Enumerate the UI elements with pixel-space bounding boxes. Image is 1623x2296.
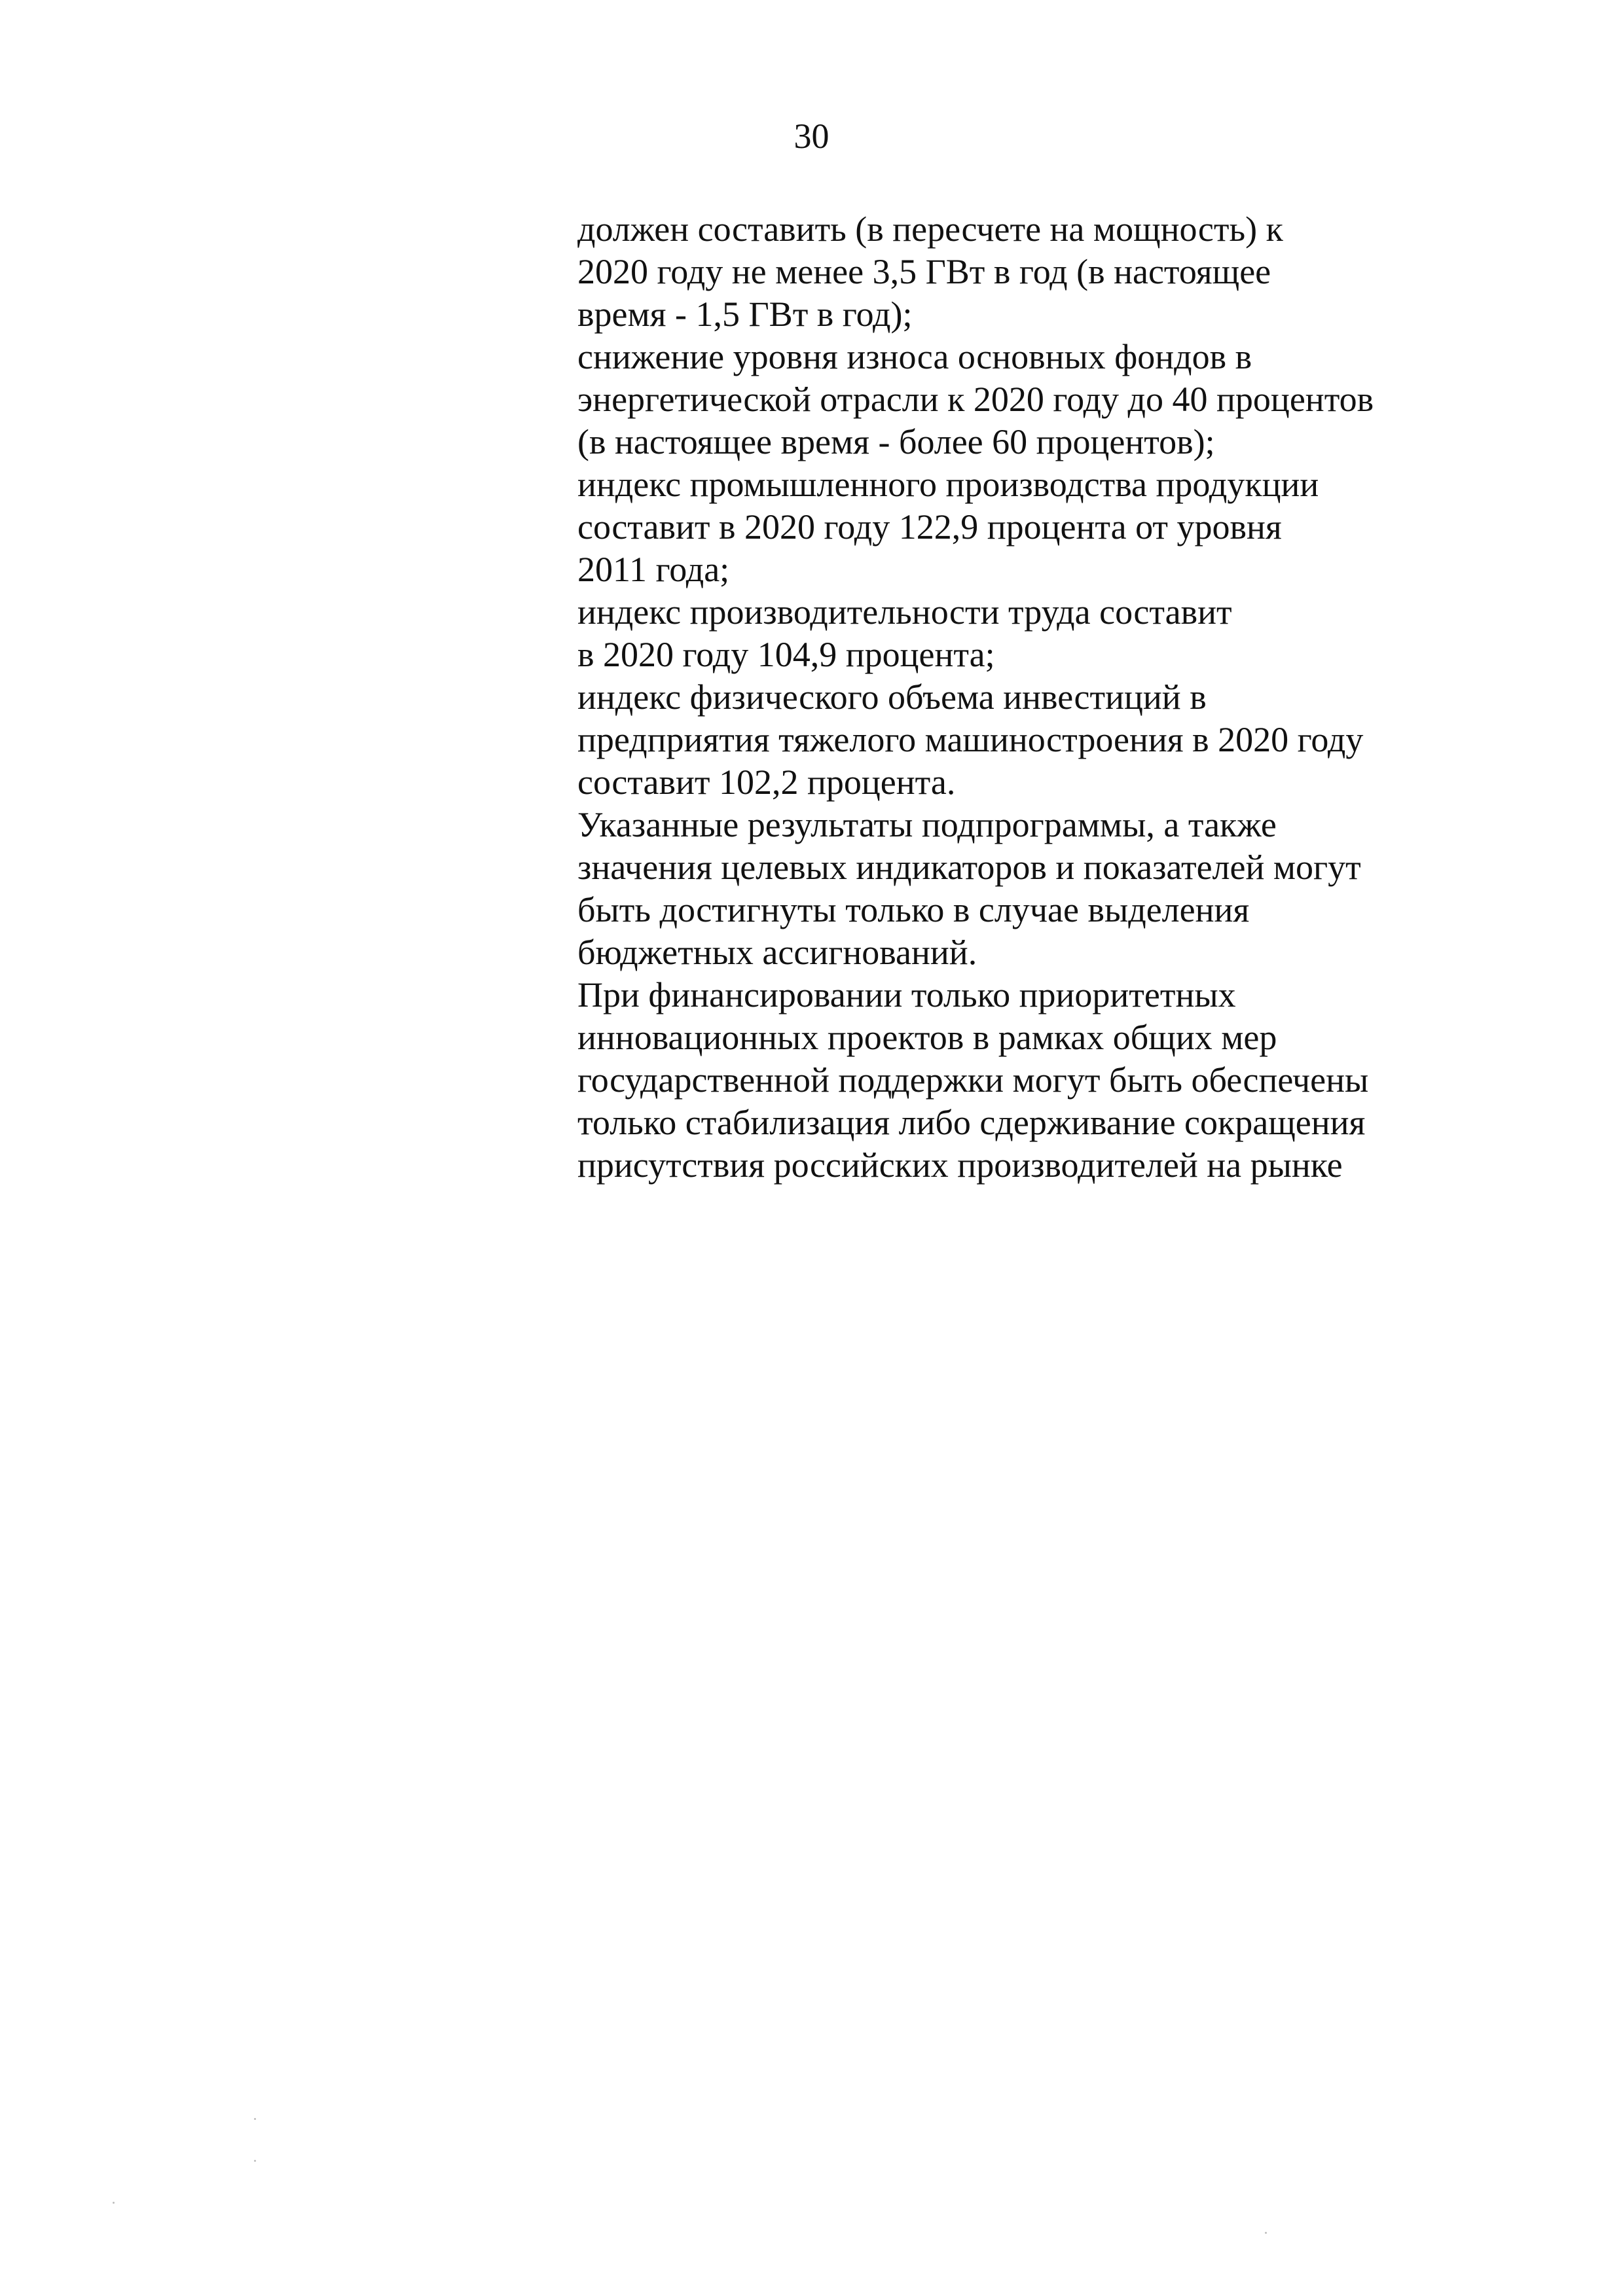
text-line: только стабилизация либо сдерживание сокращения: [577, 1103, 1366, 1142]
text-line: снижение уровня износа основных фондов в: [577, 337, 1252, 376]
text-line: значения целевых индикаторов и показателей могут: [577, 848, 1361, 887]
scan-speck: [254, 2160, 256, 2162]
text-line: присутствия российских производителей на рынке: [577, 1145, 1343, 1185]
text-line: время - 1,5 ГВт в год);: [577, 295, 913, 334]
text-line: индекс промышленного производства продукции: [577, 465, 1319, 504]
text-line: должен составить (в пересчете на мощность) к: [577, 209, 1283, 249]
scan-speck: [113, 2202, 115, 2204]
text-line: 2011 года;: [577, 550, 730, 589]
text-line: При финансировании только приоритетных: [577, 975, 1236, 1014]
page-number: 30: [793, 117, 830, 156]
text-line: энергетической отрасли к 2020 году до 40 процентов: [577, 380, 1374, 419]
text-line: инновационных проектов в рамках общих мер: [577, 1018, 1277, 1057]
text-line: в 2020 году 104,9 процента;: [577, 635, 995, 674]
text-line: бюджетных ассигнований.: [577, 933, 977, 972]
text-line: быть достигнуты только в случае выделения: [577, 890, 1250, 929]
text-line: 2020 году не менее 3,5 ГВт в год (в настоящее: [577, 252, 1271, 291]
body-text: [577, 208, 1533, 1187]
text-line: государственной поддержки могут быть обеспечены: [577, 1060, 1369, 1100]
text-line: индекс производительности труда составит: [577, 592, 1232, 632]
text-line: предприятия тяжелого машиностроения в 2020 году: [577, 720, 1364, 759]
scan-speck: [1265, 2232, 1267, 2234]
text-line: (в настоящее время - более 60 процентов);: [577, 422, 1215, 461]
text-line: Указанные результаты подпрограммы, а также: [577, 805, 1277, 844]
scan-speck: [254, 2118, 256, 2120]
text-line: составит в 2020 году 122,9 процента от уровня: [577, 507, 1282, 547]
text-line: составит 102,2 процента.: [577, 762, 956, 802]
text-line: индекс физического объема инвестиций в: [577, 677, 1207, 717]
